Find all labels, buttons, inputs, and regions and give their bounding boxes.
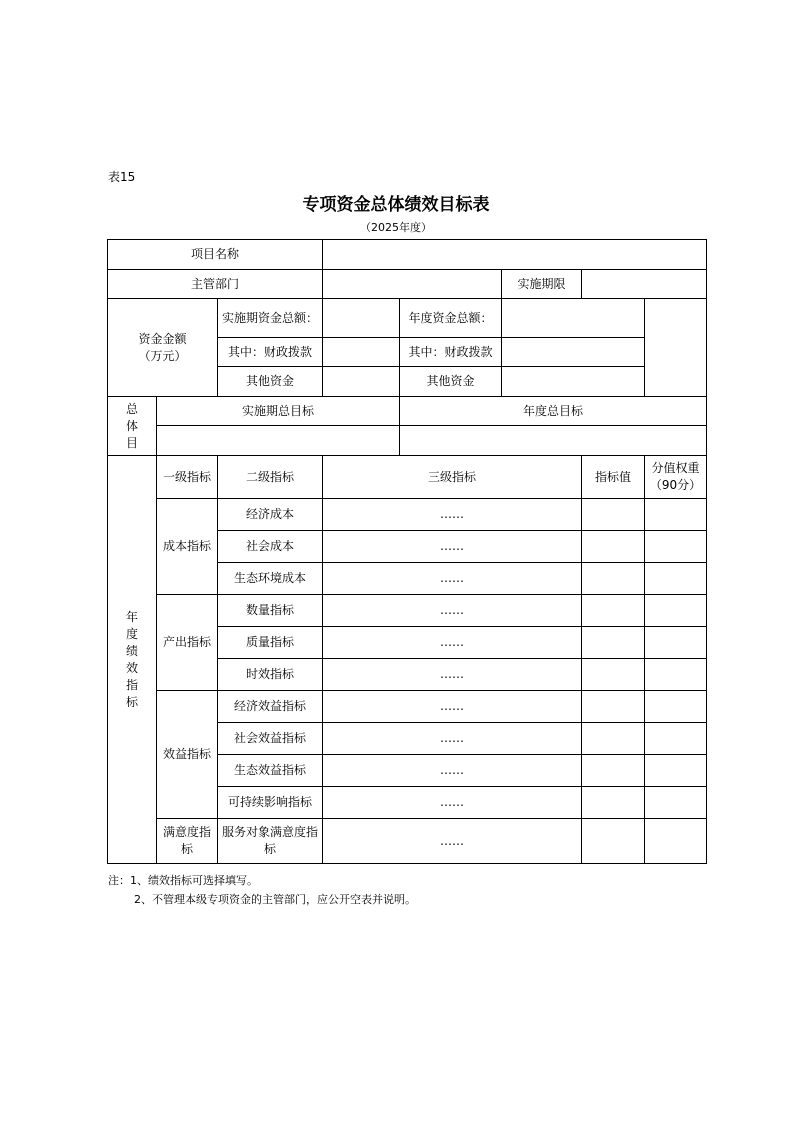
dept-label: 主管部门 [108,270,323,299]
weight-header-score: （90分） [649,478,702,492]
performance-target-table [107,239,707,864]
page-title: 专项资金总体绩效目标表 [302,195,490,215]
item-label: 服务对象满意度指标 [218,819,323,864]
item-label: 社会效益指标 [218,723,323,755]
item-label: 可持续影响指标 [218,787,323,819]
level3-header: 三级指标 [323,456,582,499]
item-label: 社会成本 [218,531,323,563]
total-fund-label: 实施期资金总额： [218,299,323,338]
period-value[interactable] [582,270,707,299]
dept-value[interactable] [323,270,502,299]
item-label: 生态效益指标 [218,755,323,787]
weight-cell[interactable] [645,563,707,595]
indicators-side-label [108,456,157,864]
other-fund-label: 其他资金 [218,367,323,397]
value-cell[interactable] [582,723,645,755]
level2-header: 二级指标 [218,456,323,499]
level3-cell[interactable]: …… [323,787,582,819]
level3-cell[interactable]: …… [323,627,582,659]
weight-cell[interactable] [645,627,707,659]
indicators-side-char: 效 [125,660,138,675]
year-fund-value[interactable] [502,299,645,338]
fund-amount-label: 资金金额 [138,331,187,346]
level3-cell[interactable]: …… [323,531,582,563]
level3-cell[interactable]: …… [323,755,582,787]
level3-cell[interactable]: …… [323,595,582,627]
year-fund-label: 年度资金总额： [400,299,502,338]
value-cell[interactable] [582,499,645,531]
value-cell[interactable] [582,595,645,627]
group-satisfaction: 满意度指标 [157,819,218,864]
value-cell[interactable] [582,627,645,659]
level3-cell[interactable]: …… [323,819,582,864]
fund-amount-cell [108,299,218,397]
item-label: 经济效益指标 [218,691,323,723]
weight-cell[interactable] [645,755,707,787]
fiscal-label-2: 其中：财政拨款 [400,338,502,367]
weight-cell[interactable] [645,723,707,755]
value-cell[interactable] [582,691,645,723]
level3-cell[interactable]: …… [323,659,582,691]
group-cost: 成本指标 [157,499,218,595]
weight-cell[interactable] [645,691,707,723]
fund-amount-unit: （万元） [138,348,187,363]
indicators-side-char: 标 [125,694,138,709]
item-label: 数量指标 [218,595,323,627]
goals-side-char: 体 [125,418,138,433]
group-output: 产出指标 [157,595,218,691]
goals-side-label [108,397,157,456]
weight-cell[interactable] [645,819,707,864]
value-cell[interactable] [582,659,645,691]
fiscal-label: 其中：财政拨款 [218,338,323,367]
item-label: 生态环境成本 [218,563,323,595]
other-fund-label-2: 其他资金 [400,367,502,397]
year-goal-label: 年度总目标 [400,397,707,426]
indicators-side-char: 指 [125,677,138,692]
indicators-side-char: 绩 [125,643,138,658]
other-fund-value-2[interactable] [502,367,645,397]
year-goal-value[interactable] [400,426,707,456]
level3-cell[interactable]: …… [323,723,582,755]
level3-cell[interactable]: …… [323,563,582,595]
weight-cell[interactable] [645,659,707,691]
indicators-side-char: 年 [125,609,138,624]
item-label: 质量指标 [218,627,323,659]
value-cell[interactable] [582,563,645,595]
project-name-value[interactable] [323,240,707,270]
total-fund-value[interactable] [323,299,400,338]
note-1: 注：1、绩效指标可选择填写。 [108,874,258,887]
level3-cell[interactable]: …… [323,499,582,531]
fiscal-value[interactable] [323,338,400,367]
weight-header [645,456,707,499]
period-goal-label: 实施期总目标 [157,397,400,426]
value-cell[interactable] [582,531,645,563]
item-label: 经济成本 [218,499,323,531]
weight-cell[interactable] [645,787,707,819]
other-fund-value[interactable] [323,367,400,397]
weight-cell[interactable] [645,499,707,531]
value-cell[interactable] [582,787,645,819]
weight-cell[interactable] [645,531,707,563]
fiscal-value-2[interactable] [502,338,645,367]
level3-cell[interactable]: …… [323,691,582,723]
note-2: 2、不管理本级专项资金的主管部门，应公开空表并说明。 [134,893,416,906]
value-cell[interactable] [582,819,645,864]
weight-cell[interactable] [645,595,707,627]
period-goal-value[interactable] [157,426,400,456]
period-label: 实施期限 [502,270,582,299]
weight-header-label: 分值权重 [651,461,700,475]
indicator-value-header: 指标值 [582,456,645,499]
page-subtitle: （2025年度） [360,221,432,234]
goals-side-char: 目 [125,435,138,450]
group-benefit: 效益指标 [157,691,218,819]
indicators-side-char: 度 [125,626,138,641]
goals-side-char: 总 [125,401,138,416]
level1-header: 一级指标 [157,456,218,499]
project-name-label: 项目名称 [108,240,323,270]
table-number-label: 表15 [108,170,136,184]
value-cell[interactable] [582,755,645,787]
item-label: 时效指标 [218,659,323,691]
notes [108,871,416,909]
